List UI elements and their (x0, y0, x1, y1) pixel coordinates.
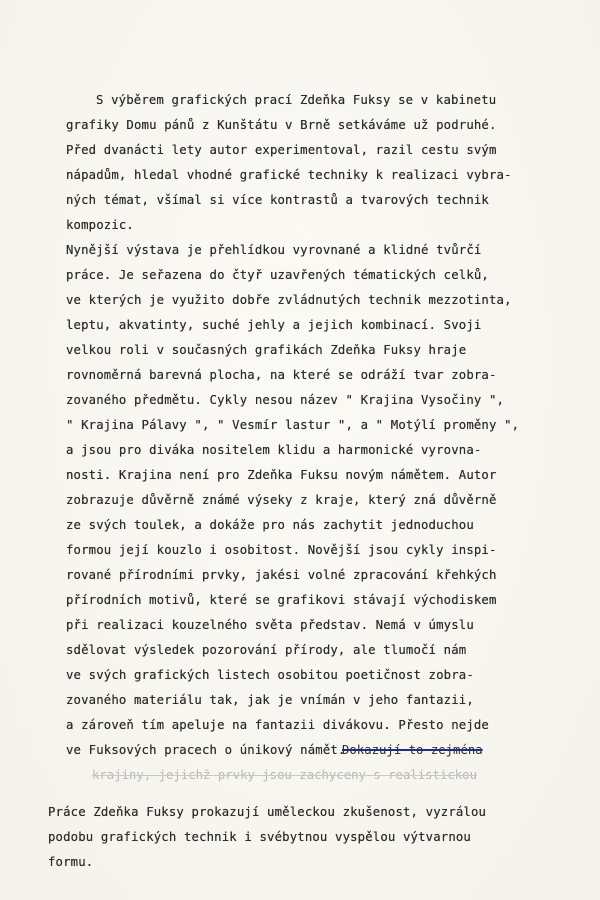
p2-line-7: zovaného předmětu. Cykly nesou název " Krajina Vysočiny ", (66, 393, 505, 407)
p2-line-9: a jsou pro diváka nositelem klidu a harmonické vyrovna- (66, 443, 482, 457)
p3-line-2: podobu grafických technik i svébytnou vyspělou výtvarnou (48, 830, 471, 844)
p1-line-4: nápadům, hledal vhodné grafické techniky k realizaci vybra- (66, 168, 512, 182)
p2-line-4: leptu, akvatinty, suché jehly a jejich kombinací. Svoji (66, 318, 482, 332)
p2-line-19: zovaného materiálu tak, jak je vnímán v jeho fantazii, (66, 693, 474, 707)
p2-line-17: sdělovat výsledek pozorování přírody, ale tlumočí nám (66, 643, 467, 657)
p2-line-13: formou její kouzlo i osobitost. Novější jsou cykly inspi- (66, 543, 497, 557)
p2-line-8: " Krajina Pálavy ", " Vesmír lastur ", a " Motýlí proměny ", (66, 418, 520, 432)
struck-faint-line: krajiny, jejichž prvky jsou zachyceny s realistickou (92, 768, 477, 782)
p2-line-18: ve svých grafických listech osobitou poetičnost zobra- (66, 668, 474, 682)
p2-line-10: nosti. Krajina není pro Zdeňka Fuksu novým námětem. Autor (66, 468, 497, 482)
p1-line-5: ných témat, všímal si více kontrastů a tvarových technik (66, 193, 489, 207)
p2-line-6: rovnoměrná barevná plocha, na které se odráží tvar zobra- (66, 368, 497, 382)
p3-line-3: formu. (48, 855, 94, 869)
p2-line-11: zobrazuje důvěrně známé výseky z kraje, který zná důvěrně (66, 493, 497, 507)
p2-line-16: při realizaci kouzelného světa představ. Nemá v úmyslu (66, 618, 474, 632)
p2-line-15: přírodních motivů, které se grafikovi stávají východiskem (66, 593, 497, 607)
p2-line-3: ve kterých je využito dobře zvládnutých technik mezzotinta, (66, 293, 512, 307)
p2-line-5: velkou roli v současných grafikách Zdeňka Fuksy hraje (66, 343, 467, 357)
p3-line-1: Práce Zdeňka Fuksy prokazují uměleckou zkušenost, vyzrálou (48, 805, 487, 819)
p1-line-6: kompozic. (66, 218, 134, 232)
p2-line-14: rované přírodními prvky, jakési volné zpracování křehkých (66, 568, 497, 582)
p2-line-1: Nynější výstava je přehlídkou vyrovnané a klidné tvůrčí (66, 243, 482, 257)
p2-line-20: a zároveň tím apeluje na fantazii divákovu. Přesto nejde (66, 718, 489, 732)
p2-line-2: práce. Je seřazena do čtyř uzavřených tématických celků, (66, 268, 489, 282)
p1-line-2: grafiky Domu pánů z Kunštátu v Brně setkáváme už podruhé. (66, 118, 497, 132)
p1-line-1: S výběrem grafických prací Zdeňka Fuksy se v kabinetu (96, 93, 497, 107)
p2-line-21: ve Fuksových pracech o únikový námět. (66, 743, 346, 757)
p1-line-3: Před dvanácti lety autor experimentoval, razil cestu svým (66, 143, 497, 157)
struck-inline-text: Dokazují to zejména (342, 743, 483, 757)
p2-line-12: ze svých toulek, a dokáže pro nás zachytit jednoduchou (66, 518, 474, 532)
